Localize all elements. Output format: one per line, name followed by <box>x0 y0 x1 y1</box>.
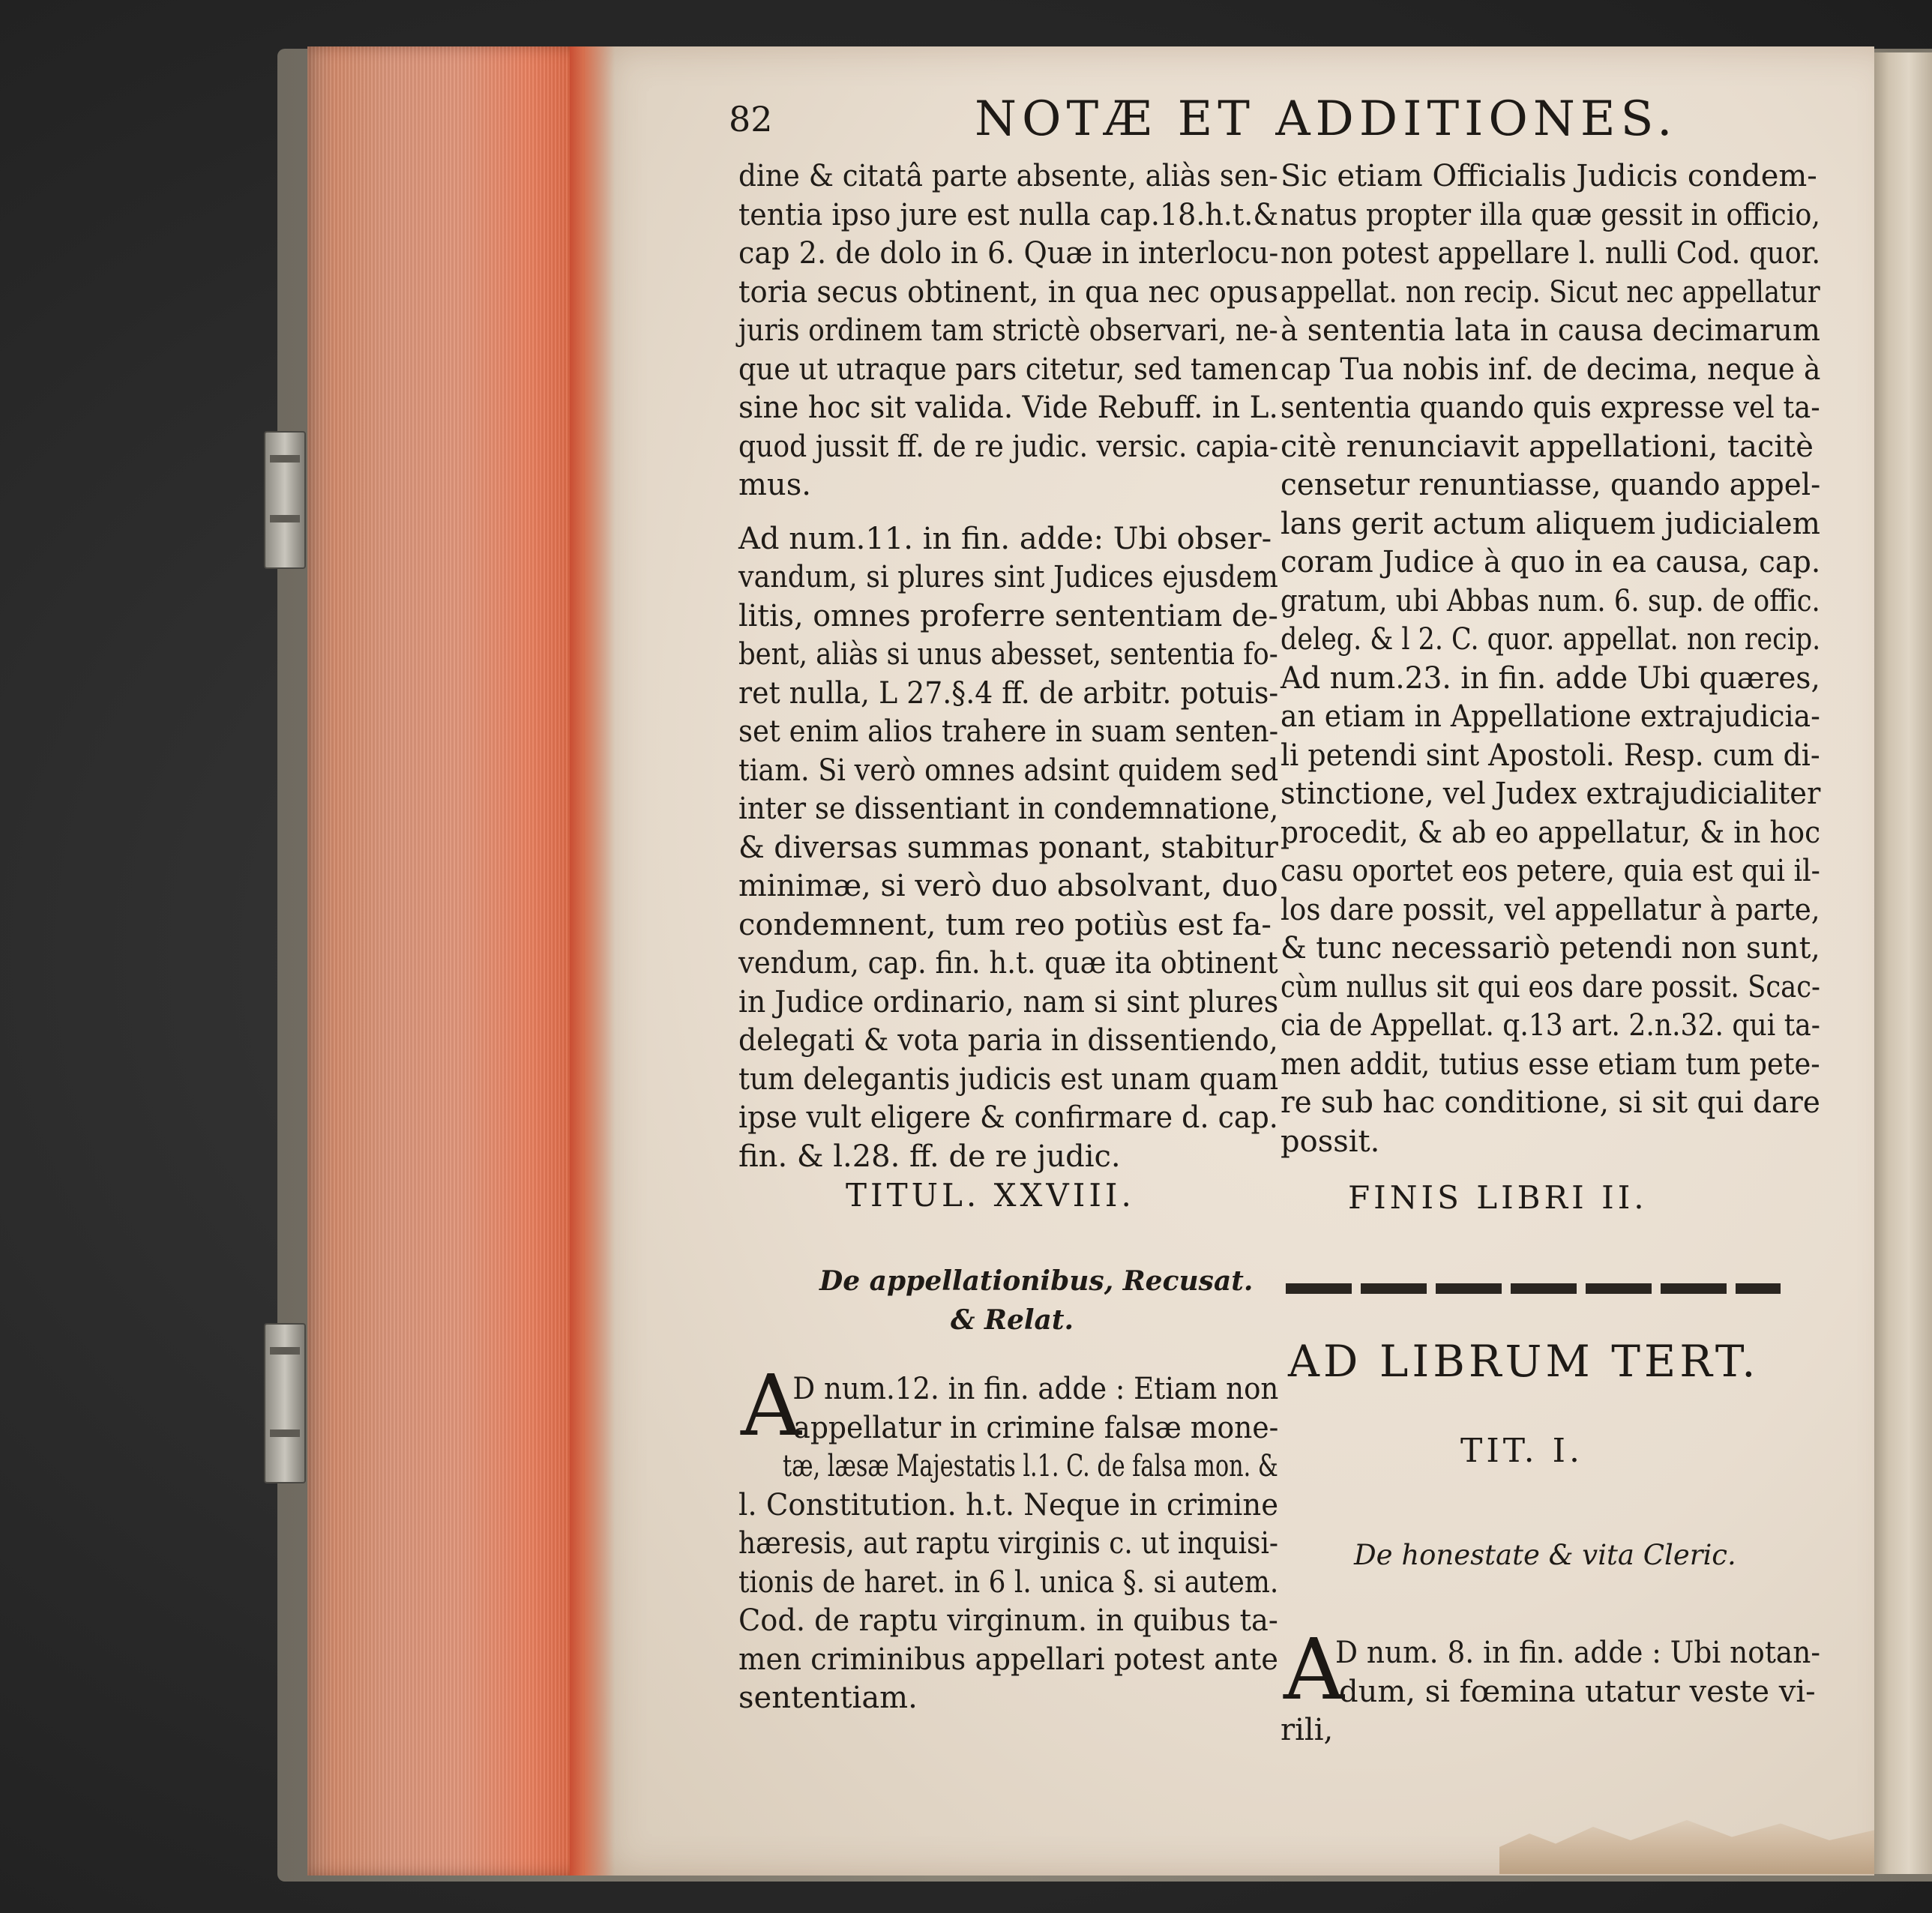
text-line: quod jussit ff. de re judic. versic. capia- <box>738 429 1279 464</box>
text-line: ret nulla, L 27.§.4 ff. de arbitr. potuis- <box>738 675 1279 711</box>
text-line: men addit, tutius esse etiam tum pete- <box>1281 1046 1820 1082</box>
tit-heading: TIT. I. <box>1460 1432 1583 1470</box>
right-column <box>1281 157 1900 1161</box>
finis-libri: FINIS LIBRI II. <box>1348 1179 1648 1216</box>
text-line: an etiam in Appellatione extrajudicia- <box>1281 699 1820 734</box>
text-line: possit. <box>1281 1124 1380 1159</box>
text-line: deleg. & l 2. C. quor. appellat. non recip. <box>1281 622 1821 657</box>
text-line: sententiam. <box>738 1681 918 1715</box>
titul-heading: TITUL. XXVIII. <box>846 1177 1135 1214</box>
right-dropcap: A <box>1284 1621 1344 1719</box>
clasp-top-icon <box>264 431 306 569</box>
text-line: procedit, & ab eo appellatur, & in hoc <box>1281 815 1821 850</box>
text-line: tum delegantis judicis est unam quam <box>738 1061 1279 1097</box>
text-line: & diversas summas ponant, stabitur <box>738 830 1278 865</box>
tit-subtitle: De honestate & vita Cleric. <box>1354 1539 1736 1571</box>
text-line: bent, aliàs si unus abesset, sententia fo- <box>738 637 1278 672</box>
text-line: Sic etiam Officialis Judicis condem- <box>1281 159 1817 193</box>
text-line: toria secus obtinent, in qua nec opus <box>738 274 1278 310</box>
text-line: condemnent, tum reo potiùs est fa- <box>738 907 1272 942</box>
text-line: minimæ, si verò duo absolvant, duo <box>738 869 1278 903</box>
text-line: appellatur in crimine falsæ mone- <box>793 1410 1279 1445</box>
text-line: re sub hac conditione, si sit qui dare <box>1281 1085 1820 1120</box>
text-line: cia de Appellat. q.13 art. 2.n.32. qui ta- <box>1281 1008 1820 1043</box>
page-number: 82 <box>729 99 773 139</box>
text-line: à sententia lata in causa decimarum <box>1281 313 1820 348</box>
right-final-paragraph <box>1281 1634 1857 1750</box>
text-line: los dare possit, vel appellatur à parte, <box>1281 892 1820 927</box>
ornamental-rule <box>1286 1283 1781 1294</box>
text-line: fin. & l.28. ff. de re judic. <box>738 1139 1121 1174</box>
clasp-bottom-icon <box>264 1323 306 1483</box>
text-line: Cod. de raptu virginum. in quibus ta- <box>738 1603 1278 1638</box>
text-line: li petendi sint Apostoli. Resp. cum di- <box>1281 738 1820 773</box>
text-line: l. Constitution. h.t. Neque in crimine <box>738 1487 1279 1522</box>
text-line: gratum, ubi Abbas num. 6. sup. de offic. <box>1281 583 1820 618</box>
text-line: non potest appellare l. nulli Cod. quor. <box>1281 236 1821 271</box>
text-line: appellat. non recip. Sicut nec appellatur <box>1281 274 1820 310</box>
text-line: dine & citatâ parte absente, aliàs sen- <box>738 159 1278 193</box>
text-line: sententia quando quis expresse vel ta- <box>1281 391 1820 425</box>
text-line: stinctione, vel Judex extrajudicialiter <box>1281 777 1821 811</box>
ad-librum-heading: AD LIBRUM TERT. <box>1288 1336 1760 1387</box>
text-line: hæresis, aut raptu virginis c. ut inquisi- <box>738 1526 1279 1561</box>
text-line: set enim alios trahere in suam senten- <box>738 714 1279 749</box>
text-line: in Judice ordinario, nam si sint plures <box>738 984 1279 1019</box>
text-line: tiam. Si verò omnes adsint quidem sed <box>738 753 1279 788</box>
text-line: cap Tua nobis inf. de decima, neque à <box>1281 352 1821 387</box>
text-line: vandum, si plures sint Judices ejusdem <box>738 560 1278 594</box>
text-line: lans gerit actum aliquem judicialem <box>1281 506 1821 541</box>
text-line: citè renunciavit appellationi, tacitè <box>1281 429 1814 464</box>
text-line: rili, <box>1281 1713 1334 1747</box>
left-column <box>738 157 1347 1176</box>
text-line: censetur renuntiasse, quando appel- <box>1281 468 1821 502</box>
text-line: vendum, cap. fin. h.t. quæ ita obtinent <box>738 946 1278 980</box>
text-line: mus. <box>738 468 811 502</box>
text-line: D num.12. in fin. adde : Etiam non <box>792 1372 1279 1406</box>
text-line: juris ordinem tam strictè observari, ne- <box>738 313 1278 348</box>
text-line: ipse vult eligere & confirmare d. cap. <box>738 1100 1278 1135</box>
running-head: NOTÆ ET ADDITIONES. <box>975 91 1678 147</box>
text-line: inter se dissentiant in condemnatione, <box>738 792 1279 826</box>
text-line: dum, si fœmina utatur veste vi- <box>1339 1674 1816 1709</box>
left-dropcap: A <box>741 1358 801 1455</box>
text-line: litis, omnes proferre sententiam de- <box>738 598 1278 633</box>
text-line: Ad num.11. in fin. adde: Ubi obser- <box>738 521 1272 556</box>
text-line: cap 2. de dolo in 6. Quæ in interlocu- <box>738 236 1279 271</box>
text-line: delegati & vota paria in dissentiendo, <box>738 1023 1278 1058</box>
text-line: coram Judice à quo in ea causa, cap. <box>1281 545 1821 579</box>
text-line: natus propter illa quæ gessit in officio, <box>1281 197 1821 232</box>
text-line: tionis de haret. in 6 l. unica §. si autem. <box>738 1564 1279 1600</box>
text-line: sine hoc sit valida. Vide Rebuff. in L. <box>738 391 1278 425</box>
text-line: men criminibus appellari potest ante <box>738 1642 1278 1677</box>
titul-subtitle-1: De appellationibus, Recusat. <box>819 1265 1254 1297</box>
gutter <box>570 46 615 1876</box>
text-line: casu oportet eos petere, quia est qui il- <box>1281 854 1820 888</box>
titul-subtitle-2: & Relat. <box>951 1304 1074 1336</box>
text-line: D num. 8. in fin. adde : Ubi notan- <box>1335 1636 1820 1670</box>
text-line: Ad num.23. in fin. adde Ubi quæres, <box>1281 660 1820 696</box>
text-line: & tunc necessariò petendi non sunt, <box>1281 931 1820 965</box>
text-line: tæ, læsæ Majestatis l.1. C. de falsa mon. & <box>782 1449 1278 1483</box>
text-line: cùm nullus sit qui eos dare possit. Scac- <box>1281 969 1821 1004</box>
text-line: tentia ipso jure est nulla cap.18.h.t.& <box>738 197 1279 232</box>
text-line: que ut utraque pars citetur, sed tamen <box>738 352 1278 387</box>
page-edges <box>307 46 585 1876</box>
